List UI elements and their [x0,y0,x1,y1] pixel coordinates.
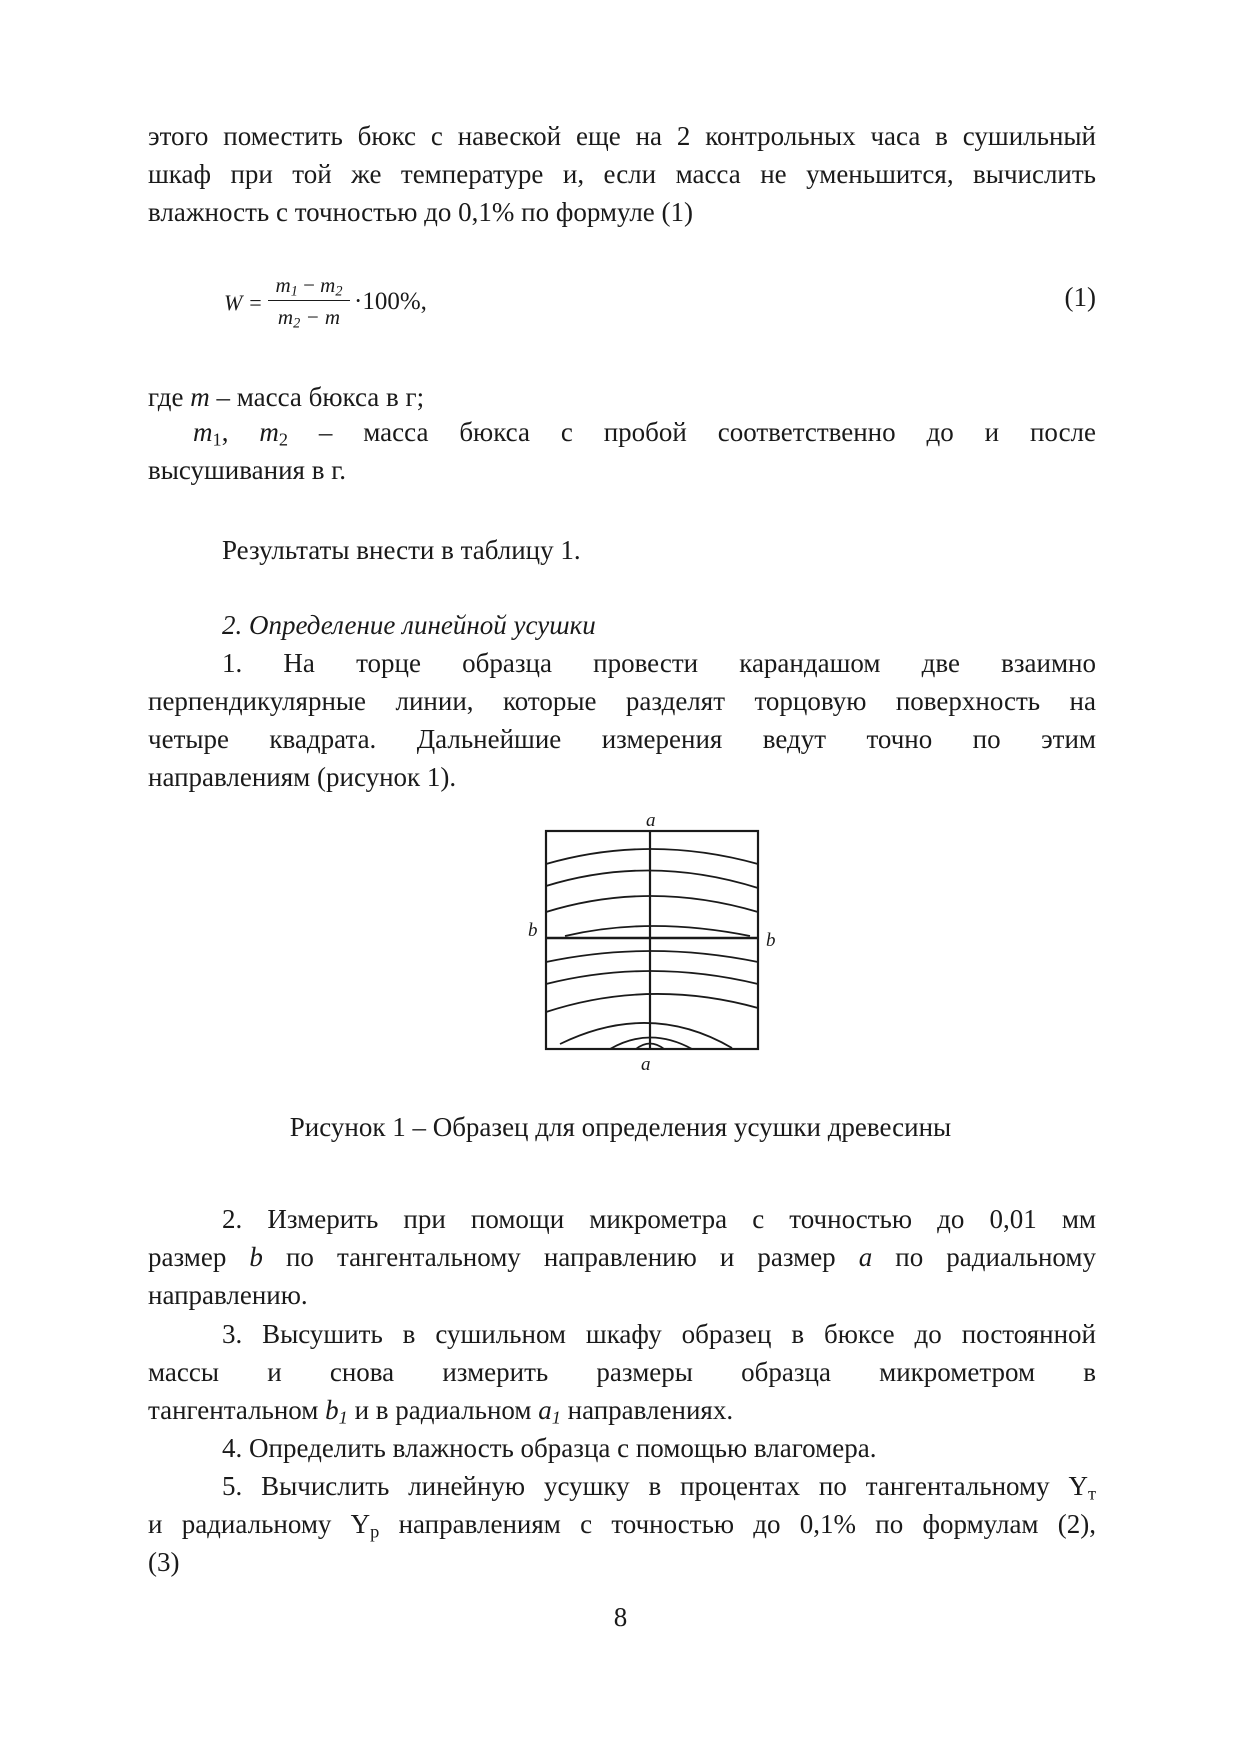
step-text-line: размер b по тангентальному направлению и размер a по радиальному [148,1242,1096,1272]
axis-label-right: b [766,930,776,951]
step-text-line: четыре квадрата. Дальнейшие измерения ведут точно по этим [148,724,1096,754]
step-text-line: 3. Высушить в сушильном шкафу образец в бюксе до постоянной [222,1319,1096,1349]
where-line: где m – масса бюкса в г; [148,382,425,412]
where-line: $m_1$, $m_2$ – масса бюкса с пробой соответственно до и после [193,417,1097,450]
body-text-line: шкаф при той же температуре и, если масса не уменьшится, вычислить [148,159,1096,189]
body-text-line: влажность с точностью до 0,1% по формуле (1) [148,197,694,227]
step-text-line: 1. На торце образца провести карандашом две взаимно [222,648,1096,678]
step-text-line: 2. Измерить при помощи микрометра с точностью до 0,01 мм [222,1204,1096,1234]
sample-outline [546,831,758,1049]
step-text-line: направлению. [148,1280,308,1310]
formula-numerator: $m_1 - m_2$ [268,270,350,301]
wood-sample-figure [520,812,780,1074]
figure-caption: Рисунок 1 – Образец для определения усушки древесины [289,1112,952,1142]
section-heading: 2. Определение линейной усушки [222,610,596,640]
step-text-line: перпендикулярные линии, которые разделят торцовую поверхность на [148,686,1096,716]
axis-label-top: a [646,812,656,831]
page-number: 8 [613,1602,628,1632]
body-text-line: этого поместить бюкс с навеской еще на 2 контрольных часа в сушильный [148,121,1096,151]
formula-lhs: W = [224,290,263,315]
step-text-line: 4. Определить влажность образца с помощью влагомера. [222,1433,877,1463]
axis-label-left: b [528,920,538,941]
step-text-line: 5. Вычислить линейную усушку в процентах по тангентальному $Y_т$ [222,1471,1096,1504]
growth-rings [546,849,758,1049]
equation-number: (1) [1064,282,1096,312]
step-text-line: направлениям (рисунок 1). [148,762,457,792]
results-note: Результаты внести в таблицу 1. [222,535,581,565]
where-line: высушивания в г. [148,455,346,485]
step-text-line: массы и снова измерить размеры образца микрометром в [148,1357,1096,1387]
axis-label-bottom: a [641,1054,651,1074]
formula-denominator: $m_2 - m$ [277,305,341,332]
formula-tail: ·100%, [354,288,427,315]
step-text-line: и радиальному $Y_р$ направлениям с точностью до 0,1% по формулам (2), [148,1509,1096,1542]
step-text-line: (3) [148,1547,180,1577]
formula-fraction [268,270,350,333]
step-text-line: тангентальном $b_1$ и в радиальном $a_1$ направлениях. [148,1395,734,1428]
